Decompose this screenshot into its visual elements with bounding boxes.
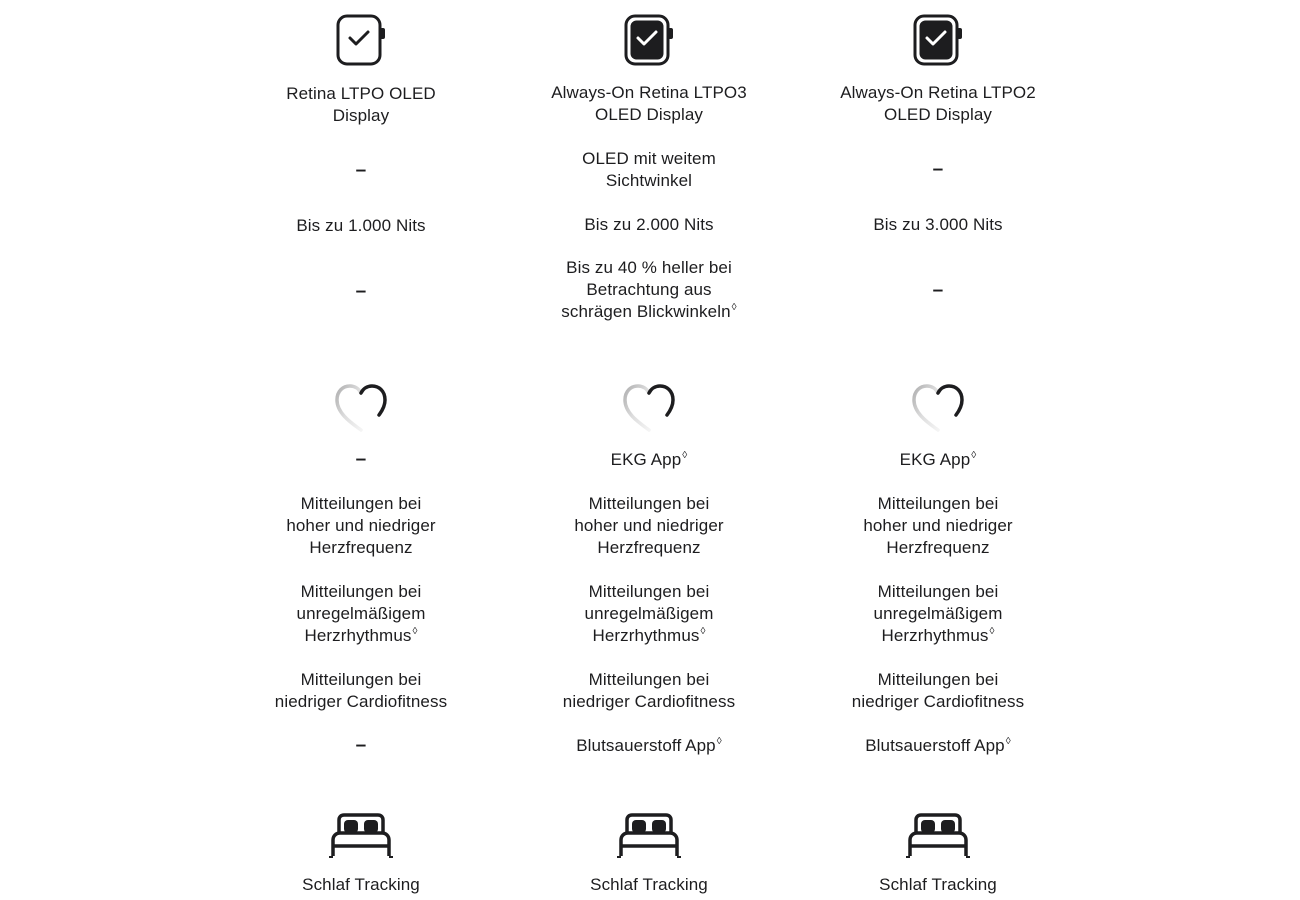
bed-icon <box>615 812 683 858</box>
viewing-angle-line2: Sichtwinkel <box>605 171 693 190</box>
blood-oxygen-value <box>818 735 1058 757</box>
irregular-line3: Herzrhythmus <box>592 626 700 645</box>
heart-rate-alerts-line1: Mitteilungen bei <box>588 494 710 513</box>
cardio-fitness-alerts <box>529 669 769 713</box>
sleep-tracking: Schlaf Tracking <box>879 875 997 894</box>
footnote-mark[interactable]: ◊ <box>989 626 995 638</box>
heart-icon <box>333 382 389 434</box>
display-type-line1: Retina LTPO OLED <box>286 84 436 103</box>
viewing-angle-line1: OLED mit weitem <box>582 149 716 168</box>
display-type-line2: OLED Display <box>595 105 703 124</box>
angled-line1: Bis zu 40 % heller bei <box>566 258 732 277</box>
heart-rate-alerts-line2: hoher und niedriger <box>863 516 1013 535</box>
heart-rate-alerts-line2: hoher und niedriger <box>574 516 724 535</box>
viewing-angle-value <box>529 148 769 192</box>
ecg-value <box>529 449 769 471</box>
cardio-line2: niedriger Cardiofitness <box>562 692 736 711</box>
heart-rate-alerts-line3: Herzfrequenz <box>597 538 701 557</box>
ecg-value: – <box>355 449 367 470</box>
brightness-value: Bis zu 1.000 Nits <box>296 216 426 235</box>
watch-filled-icon <box>912 14 964 66</box>
irregular-line2: unregelmäßigem <box>873 604 1003 623</box>
footnote-mark[interactable]: ◊ <box>700 626 706 638</box>
display-type <box>529 82 769 126</box>
heart-rate-alerts-line3: Herzfrequenz <box>309 538 413 557</box>
sleep-tracking: Schlaf Tracking <box>302 875 420 894</box>
angled-brightness-value: – <box>932 280 944 301</box>
display-type <box>818 82 1058 126</box>
angled-line2: Betrachtung aus <box>586 280 712 299</box>
heart-rate-alerts <box>818 493 1058 559</box>
watch-filled-icon <box>623 14 675 66</box>
cardio-fitness-alerts <box>818 669 1058 713</box>
bed-icon <box>904 812 972 858</box>
display-type-line2: Display <box>332 106 390 125</box>
watch-outline-icon <box>335 14 387 66</box>
blood-oxygen-value: – <box>355 735 367 756</box>
footnote-mark[interactable]: ◊ <box>731 302 737 314</box>
display-type-line1: Always-On Retina LTPO3 <box>551 83 747 102</box>
blood-oxygen-label: Blutsauerstoff App <box>576 736 716 755</box>
cardio-fitness-alerts <box>241 669 481 713</box>
footnote-mark[interactable]: ◊ <box>412 626 418 638</box>
cardio-line2: niedriger Cardiofitness <box>851 692 1025 711</box>
heart-icon <box>621 382 677 434</box>
irregular-rhythm-alerts <box>529 581 769 647</box>
footnote-mark[interactable]: ◊ <box>971 450 977 462</box>
irregular-line1: Mitteilungen bei <box>877 582 999 601</box>
brightness-value: Bis zu 2.000 Nits <box>584 215 714 234</box>
irregular-rhythm-alerts <box>818 581 1058 647</box>
angled-brightness-value: – <box>355 281 367 302</box>
footnote-mark[interactable]: ◊ <box>1005 736 1011 748</box>
footnote-mark[interactable]: ◊ <box>716 736 722 748</box>
brightness-value: Bis zu 3.000 Nits <box>873 215 1003 234</box>
heart-rate-alerts-line3: Herzfrequenz <box>886 538 990 557</box>
cardio-line1: Mitteilungen bei <box>588 670 710 689</box>
heart-rate-alerts-line1: Mitteilungen bei <box>300 494 422 513</box>
ecg-value <box>818 449 1058 471</box>
blood-oxygen-label: Blutsauerstoff App <box>865 736 1005 755</box>
irregular-line3: Herzrhythmus <box>304 626 412 645</box>
cardio-line2: niedriger Cardiofitness <box>274 692 448 711</box>
angled-brightness-value <box>529 257 769 323</box>
irregular-line2: unregelmäßigem <box>584 604 714 623</box>
cardio-line1: Mitteilungen bei <box>300 670 422 689</box>
display-type-line2: OLED Display <box>884 105 992 124</box>
irregular-line1: Mitteilungen bei <box>588 582 710 601</box>
ecg-label: EKG App <box>899 450 971 469</box>
angled-line3: schrägen Blickwinkeln <box>561 302 731 321</box>
cardio-line1: Mitteilungen bei <box>877 670 999 689</box>
viewing-angle-value: – <box>355 160 367 181</box>
heart-rate-alerts-line1: Mitteilungen bei <box>877 494 999 513</box>
blood-oxygen-value <box>529 735 769 757</box>
heart-rate-alerts-line2: hoher und niedriger <box>286 516 436 535</box>
irregular-line3: Herzrhythmus <box>881 626 989 645</box>
display-type-line1: Always-On Retina LTPO2 <box>840 83 1036 102</box>
bed-icon <box>327 812 395 858</box>
footnote-mark[interactable]: ◊ <box>682 450 688 462</box>
heart-icon <box>910 382 966 434</box>
viewing-angle-value: – <box>932 159 944 180</box>
heart-rate-alerts <box>529 493 769 559</box>
irregular-rhythm-alerts <box>241 581 481 647</box>
sleep-tracking: Schlaf Tracking <box>590 875 708 894</box>
irregular-line1: Mitteilungen bei <box>300 582 422 601</box>
ecg-label: EKG App <box>610 450 682 469</box>
irregular-line2: unregelmäßigem <box>296 604 426 623</box>
heart-rate-alerts <box>241 493 481 559</box>
display-type <box>241 83 481 127</box>
